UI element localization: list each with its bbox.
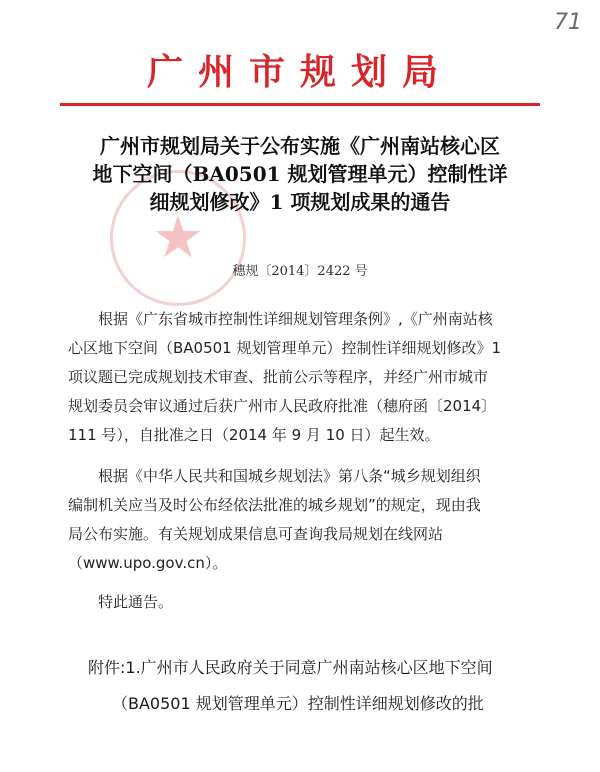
title-line: 细规划修改》1 项规划成果的通告 — [149, 190, 451, 214]
paragraph-2 — [68, 462, 552, 578]
title-line: 地下空间（BA0501 规划管理单元）控制性详 — [92, 162, 508, 186]
paragraph-1 — [68, 305, 552, 450]
body-line: 规划委员会审议通过后获广州市人民政府批准（穗府函〔2014〕 — [68, 397, 497, 415]
seal-star-icon: ★ — [152, 203, 204, 271]
body-line: （www.upo.gov.cn）。 — [68, 554, 228, 572]
attachment-line: 附件:1.广州市人民政府关于同意广州南站核心区地下空间 — [88, 658, 493, 677]
body-line: 局公布实施。有关规划成果信息可查询我局规划在线网站 — [68, 525, 444, 543]
handwritten-mark: 71 — [554, 10, 582, 35]
document-number: 穗规〔2014〕2422 号 — [232, 264, 368, 279]
header-red-rule — [60, 103, 540, 106]
closing-text: 特此通告。 — [68, 593, 174, 611]
body-line: 根据《广东省城市控制性详细规划管理条例》,《广州南站核 — [68, 310, 493, 328]
attachment-line: （BA0501 规划管理单元）控制性详细规划修改的批 — [88, 694, 484, 713]
body-line: 项议题已完成规划技术审查、批前公示等程序，并经广州市城市 — [68, 368, 489, 386]
body-line: 根据《中华人民共和国城乡规划法》第八条“城乡规划组织 — [68, 467, 481, 485]
closing-line — [68, 588, 552, 617]
body-line: 编制机关应当及时公布经依法批准的城乡规划”的规定，现由我 — [68, 496, 481, 514]
title-line: 广州市规划局关于公布实施《广州南站核心区 — [100, 134, 500, 158]
body-line: 心区地下空间（BA0501 规划管理单元）控制性详细规划修改》1 — [68, 339, 502, 357]
notice-title — [48, 132, 552, 216]
attachment-list — [88, 650, 570, 722]
body-line: 111 号），自批准之日（2014 年 9 月 10 日）起生效。 — [68, 426, 440, 444]
agency-header: 广州市规划局 — [146, 51, 453, 93]
